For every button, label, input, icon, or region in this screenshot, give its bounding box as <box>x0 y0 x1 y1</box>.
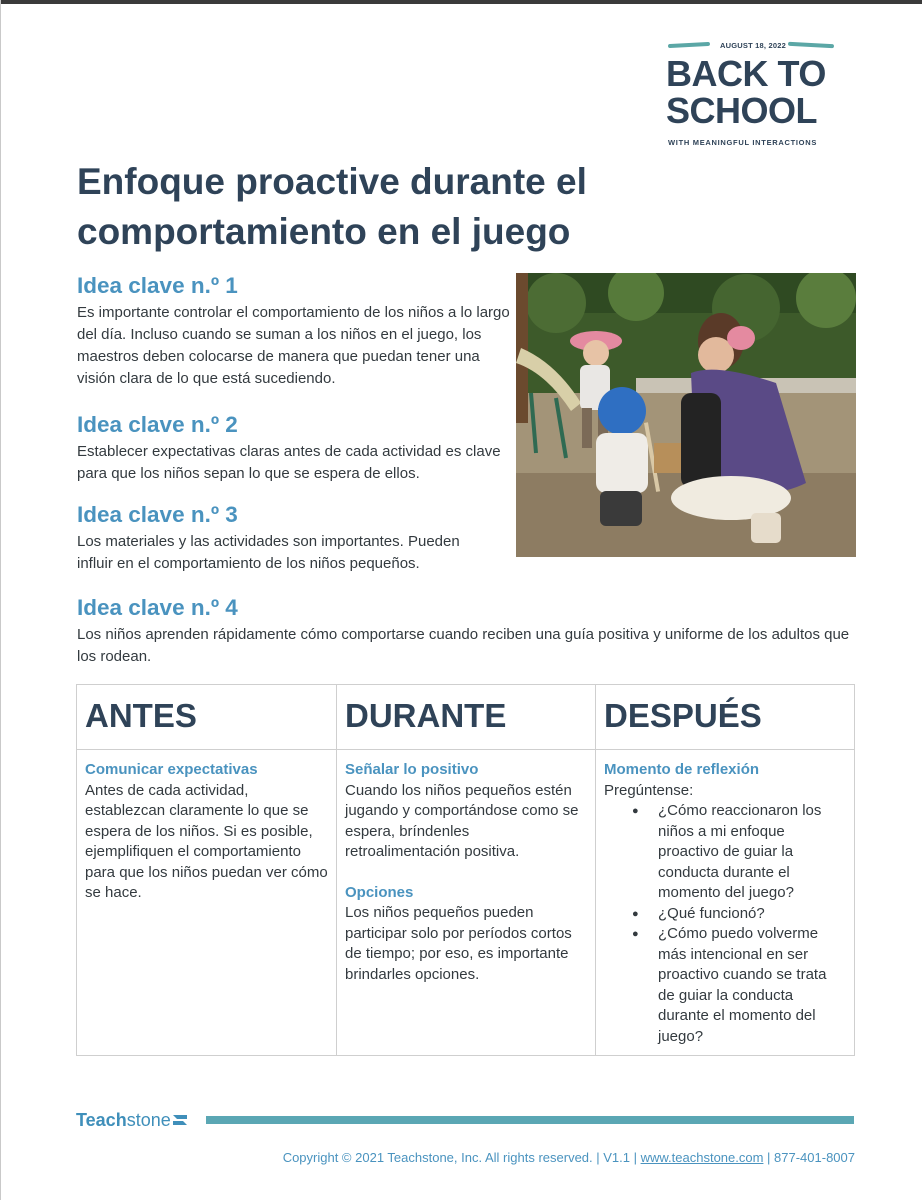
column-antes <box>77 685 336 1055</box>
teachstone-logo <box>76 1110 171 1131</box>
website-link[interactable]: www.teachstone.com <box>640 1150 764 1165</box>
antes-subheading: Comunicar expectativas <box>85 761 258 778</box>
idea-1-text: Es importante controlar el comportamiento de los niños a lo largo del día. Incluso cuando se suman a los niños en el juego, los maestros deben colocarse de manera que puedan tener una visión clara de lo que está sucediendo. <box>77 304 510 387</box>
footer-bar <box>206 1116 854 1124</box>
header-despues: DESPUÉS <box>596 685 855 750</box>
durante-subheading-1: Señalar lo positivo <box>345 761 479 778</box>
despues-intro: Pregúntense: <box>604 781 694 799</box>
cell-durante <box>337 750 596 985</box>
list-item: ● ¿Cómo reaccionaron los niños a mi enfoque proactivo de guiar la conducta durante el momento del juego? <box>604 801 847 904</box>
idea-3-heading: Idea clave n.º 3 <box>77 502 238 527</box>
durante-subheading-2: Opciones <box>345 883 414 901</box>
antes-text: Antes de cada actividad, establezcan claramente lo que se espera de los niños. Si es posible, ejemplifiquen el comportamiento para que los niños puedan ver cómo se hace. <box>85 781 328 901</box>
cell-antes <box>77 750 336 904</box>
idea-4-text: Los niños aprenden rápidamente cómo comportarse cuando reciben una guía positiva y uniforme de los adultos que los rodean. <box>77 626 850 665</box>
despues-subheading: Momento de reflexión <box>604 761 760 778</box>
brand-rest: stone <box>126 1110 171 1130</box>
durante-text-2: Los niños pequeños pueden participar solo por períodos cortos de tiempo; por eso, es importante brindarles opciones. <box>345 904 572 983</box>
phone-text: | 877-401-8007 <box>763 1150 855 1165</box>
header-durante: DURANTE <box>337 685 596 750</box>
column-durante <box>336 685 596 1055</box>
idea-2-heading: Idea clave n.º 2 <box>77 412 238 437</box>
copyright-text: Copyright © 2021 Teachstone, Inc. All rights reserved. | V1.1 | <box>282 1150 641 1165</box>
header-antes: ANTES <box>77 685 336 750</box>
list-item: ● ¿Qué funcionó? <box>604 904 847 925</box>
photo-illustration <box>516 273 856 557</box>
idea-3-text: Los materiales y las actividades son importantes. Pueden influir en el comportamiento de los niños pequeños. <box>77 533 460 572</box>
top-border <box>0 0 922 4</box>
antes-durante-despues-table <box>76 684 855 1056</box>
logo-line-1: BACK TO <box>666 53 826 94</box>
column-despues <box>595 685 855 1055</box>
logo-date: AUGUST 18, 2022 <box>720 41 786 50</box>
footer-copyright <box>283 1150 855 1165</box>
page-edge <box>0 0 1 1200</box>
back-to-school-logo <box>664 38 842 150</box>
idea-4-heading: Idea clave n.º 4 <box>77 595 238 620</box>
teachstone-mark-icon <box>172 1112 188 1128</box>
logo-tagline: WITH MEANINGFUL INTERACTIONS <box>668 138 818 147</box>
cell-despues <box>596 750 855 1047</box>
idea-1-heading: Idea clave n.º 1 <box>77 273 238 298</box>
logo-line-2: SCHOOL <box>666 90 818 131</box>
durante-text-1: Cuando los niños pequeños estén jugando y comportándose como se espera, bríndenles retroalimentación positiva. <box>345 781 579 860</box>
list-item: ● ¿Cómo puedo volverme más intencional en ser proactivo cuando se trata de guiar la conducta durante el momento del juego? <box>604 924 847 1047</box>
brand-bold: Teach <box>76 1110 127 1130</box>
idea-2-text: Establecer expectativas claras antes de cada actividad es clave para que los niños sepan lo que se espera de ellos. <box>77 443 501 482</box>
page-title: Enfoque proactive durante el comportamiento en el juego <box>77 161 587 252</box>
reflection-questions <box>604 801 847 1047</box>
classroom-photo <box>516 273 856 557</box>
